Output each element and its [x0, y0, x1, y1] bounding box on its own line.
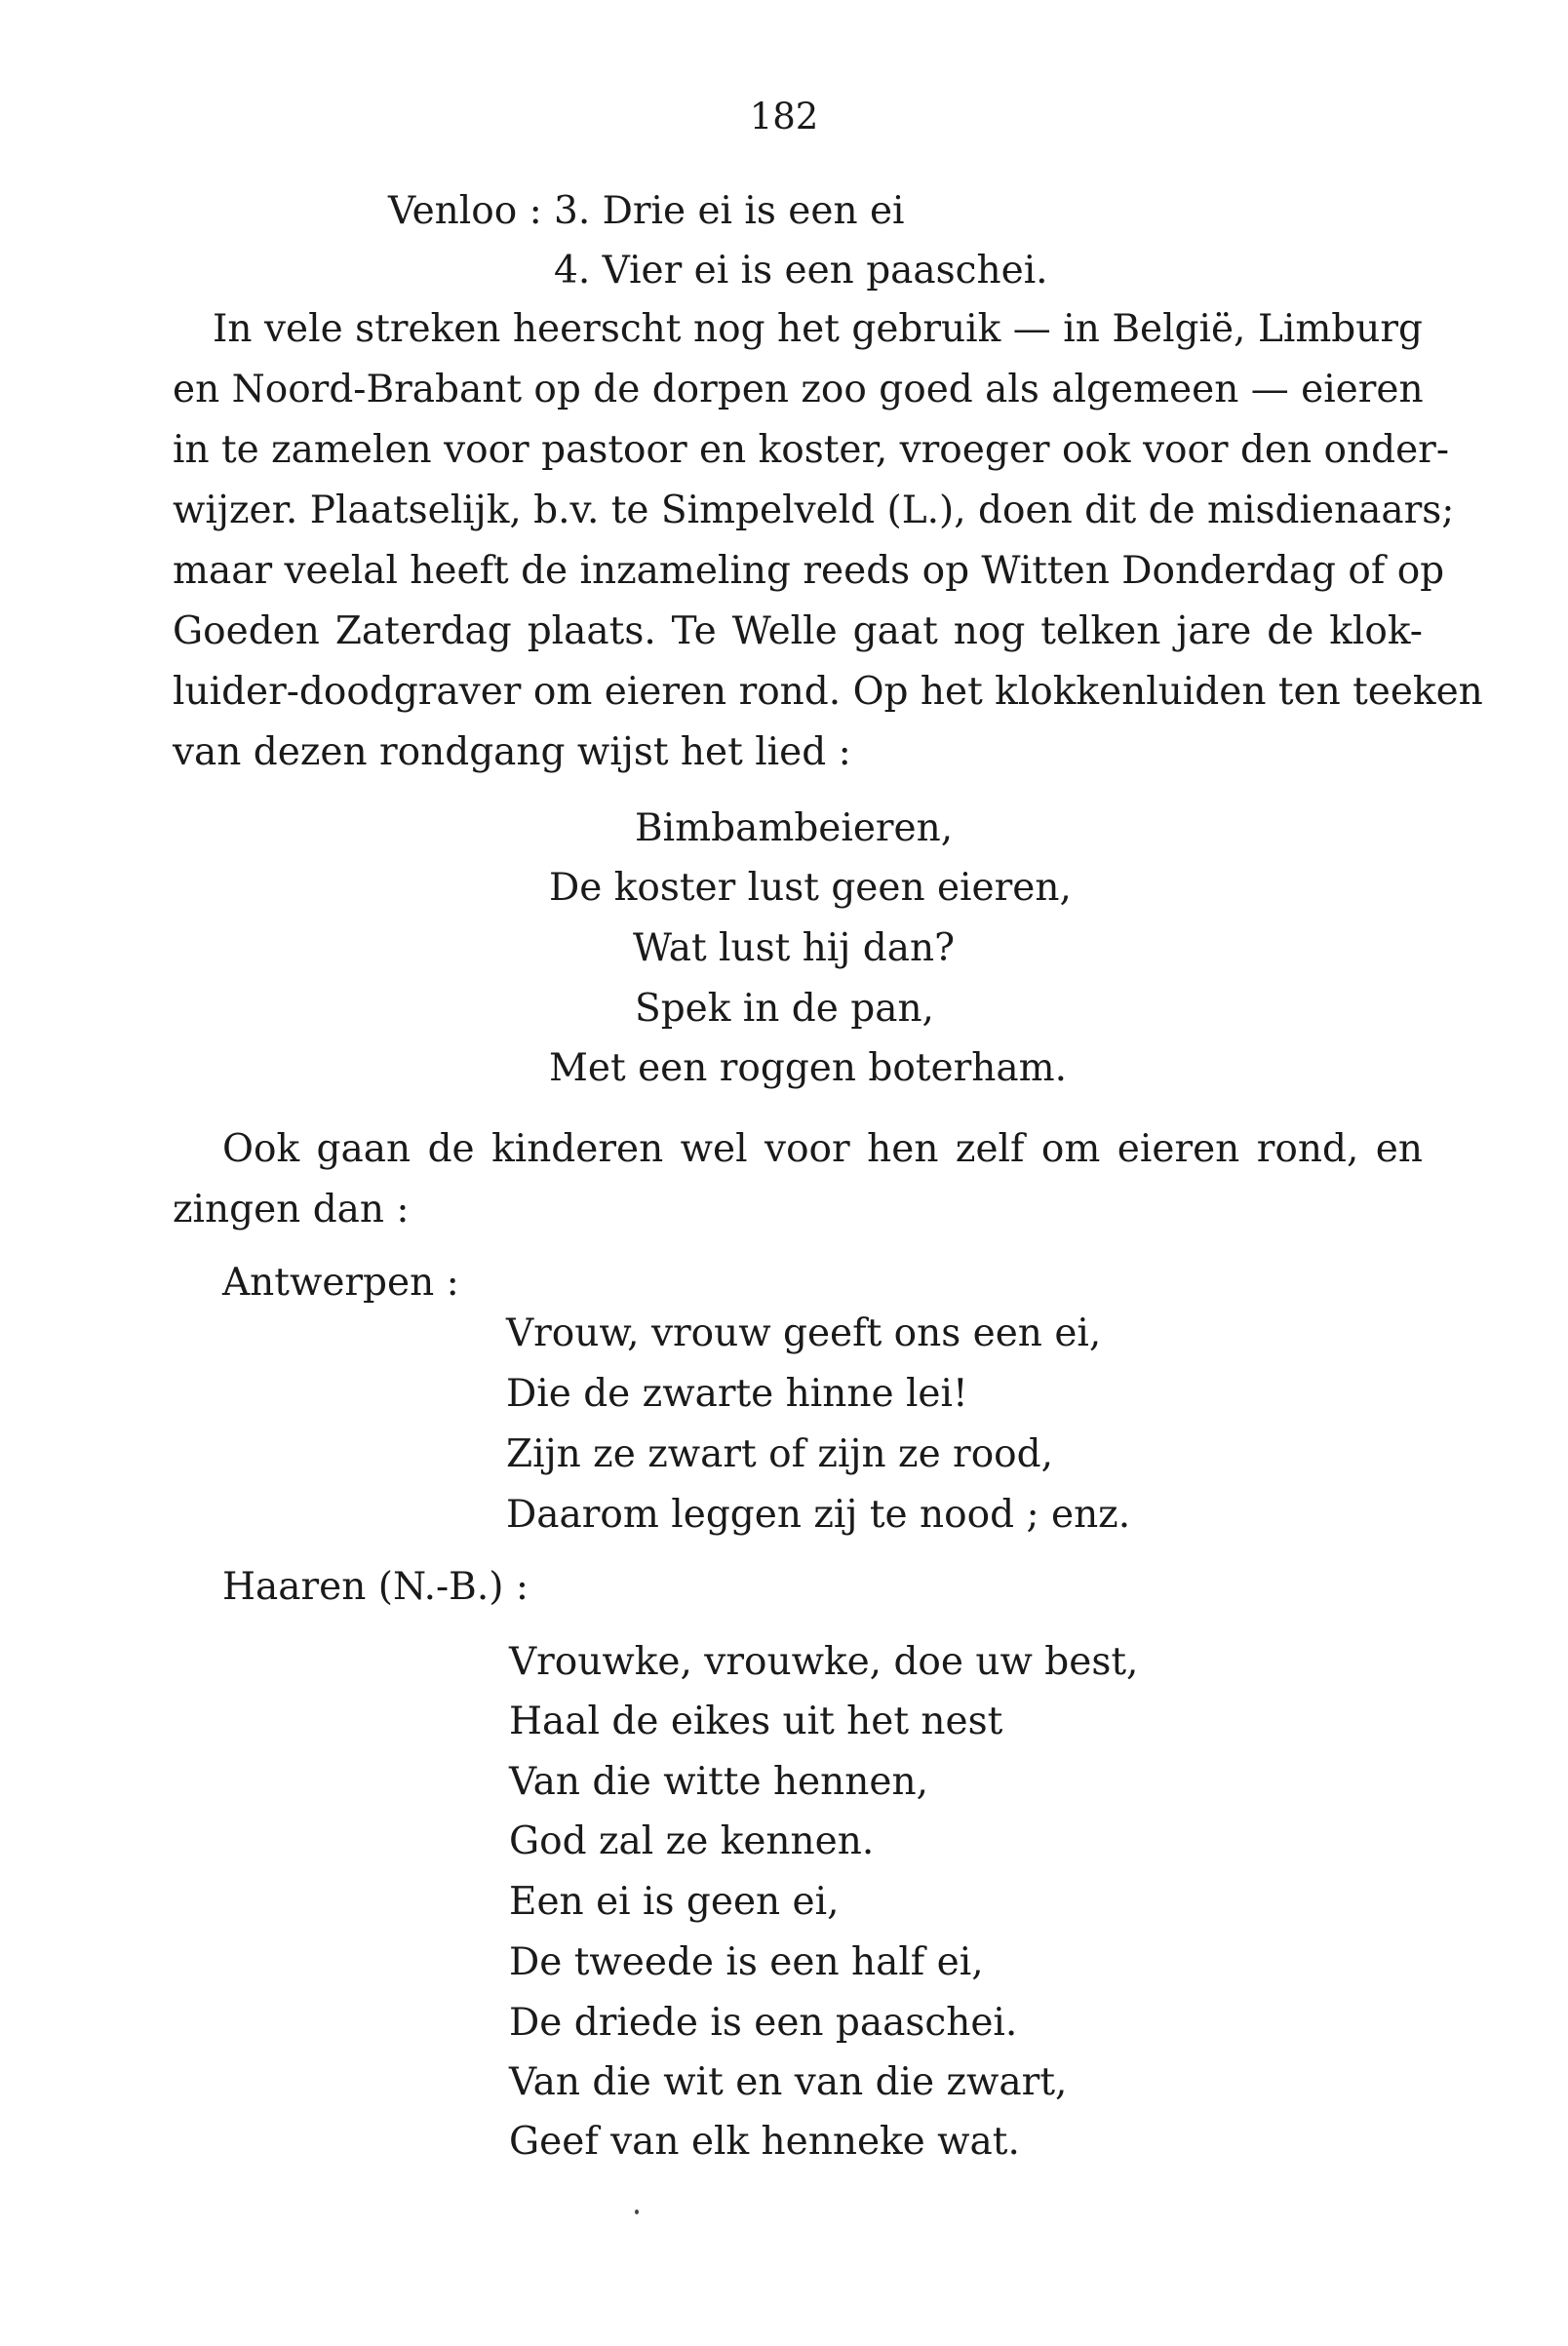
venloo-label: Venloo :	[388, 189, 542, 233]
paragraph-1-line: Goeden Zaterdag plaats. Te Welle gaat nog telken jare de klok-	[173, 609, 1423, 653]
song-1-line: Met een roggen boterham.	[549, 1046, 1067, 1090]
song-1-line: Spek in de pan,	[635, 987, 934, 1031]
paragraph-2-line: zingen dan :	[173, 1188, 410, 1232]
haaren-song-line: Van die witte hennen,	[509, 1760, 928, 1804]
antwerpen-song-line: Daarom leggen zij te nood ; enz.	[506, 1493, 1131, 1537]
page-number: 182	[749, 96, 819, 137]
paragraph-1-line: en Noord-Brabant op de dorpen zoo goed als algemeen — eieren	[173, 368, 1424, 411]
paragraph-1-line: in te zamelen voor pastoor en koster, vroeger ook voor den onder-	[173, 428, 1449, 472]
haaren-song-line: Van die wit en van die zwart,	[509, 2060, 1068, 2104]
antwerpen-label: Antwerpen :	[222, 1261, 459, 1305]
haaren-song-line: De driede is een paaschei.	[509, 2001, 1018, 2045]
haaren-song-line: Een ei is geen ei,	[509, 1880, 840, 1924]
haaren-label: Haaren (N.-B.) :	[222, 1565, 529, 1609]
haaren-song-line: Vrouwke, vrouwke, doe uw best,	[509, 1640, 1139, 1684]
haaren-song-line: Haal de eikes uit het nest	[509, 1700, 1003, 1743]
song-1-line: De koster lust geen eieren,	[549, 866, 1072, 910]
paragraph-1-line: In vele streken heerscht nog het gebruik — in België, Limburg	[213, 307, 1423, 351]
paragraph-1-line: wijzer. Plaatselijk, b.v. te Simpelveld (L.), doen dit de misdienaars;	[173, 489, 1455, 532]
haaren-song-line: De tweede is een half ei,	[509, 1940, 984, 1984]
venloo-line-3: 3. Drie ei is een ei	[554, 189, 905, 233]
paragraph-1-line: van dezen rondgang wijst het lied :	[173, 730, 851, 774]
antwerpen-song-line: Die de zwarte hinne lei!	[506, 1372, 968, 1416]
paragraph-2-line: Ook gaan de kinderen wel voor hen zelf om eieren rond, en	[222, 1127, 1423, 1171]
song-1-line: Bimbambeieren,	[635, 806, 954, 850]
paragraph-1-line: maar veelal heeft de inzameling reeds op Witten Donderdag of op	[173, 549, 1445, 593]
haaren-song-line: God zal ze kennen.	[509, 1819, 875, 1863]
antwerpen-song-line: Vrouw, vrouw geeft ons een ei,	[506, 1311, 1102, 1355]
haaren-song-line: Geef van elk henneke wat.	[509, 2120, 1020, 2164]
antwerpen-song-line: Zijn ze zwart of zijn ze rood,	[506, 1432, 1054, 1476]
paragraph-1-line: luider-doodgraver om eieren rond. Op het klokkenluiden ten teeken	[173, 670, 1483, 714]
print-speck	[635, 2209, 639, 2214]
song-1-line: Wat lust hij dan?	[633, 926, 956, 970]
venloo-line-4: 4. Vier ei is een paaschei.	[554, 249, 1048, 293]
